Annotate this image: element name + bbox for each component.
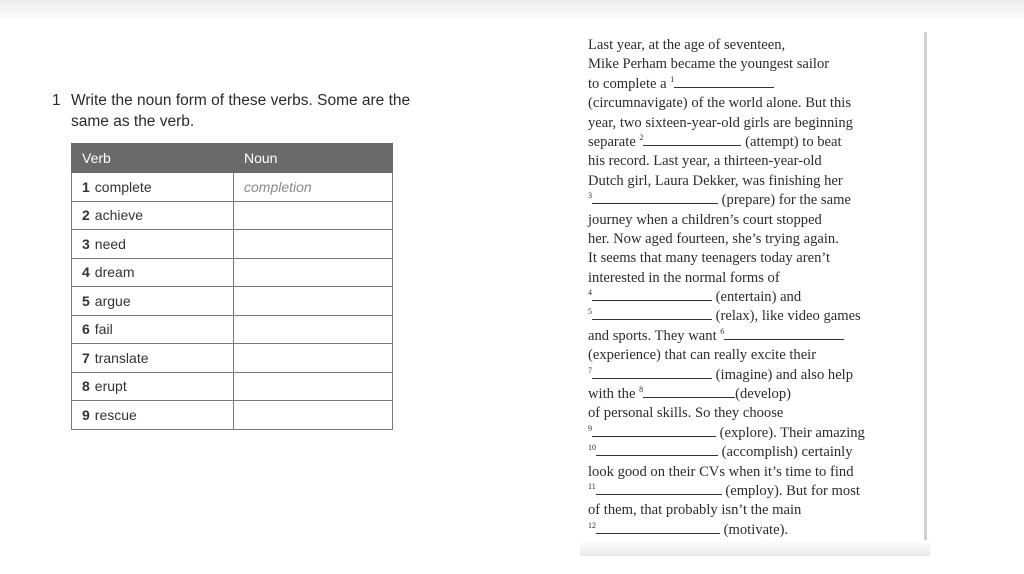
passage-line: her. Now aged fourteen, she’s trying again. (588, 230, 839, 247)
row-number: 5 (82, 292, 90, 309)
passage-line (588, 385, 928, 404)
gap-blank[interactable] (724, 327, 844, 340)
gap-number: 9 (588, 423, 592, 433)
table-row (72, 344, 393, 373)
gap-number: 11 (588, 481, 596, 491)
passage-line: look good on their CVs when it’s time to find (588, 463, 854, 480)
noun-cell[interactable] (234, 315, 393, 344)
table-row (72, 230, 393, 259)
verb-cell (72, 315, 234, 344)
page-edge-divider (924, 32, 927, 552)
passage-line: Mike Perham became the youngest sailor (588, 56, 830, 73)
verb-cell (72, 230, 234, 259)
passage-text: (explore). Their amazing (719, 424, 865, 441)
verb-text: dream (94, 264, 135, 281)
row-number: 7 (82, 349, 90, 366)
passage-text: (imagine) and also help (715, 366, 854, 383)
passage-line: of personal skills. So they choose (588, 405, 784, 422)
bottom-scan-shadow (580, 540, 930, 556)
verb-text: fail (94, 321, 113, 338)
passage-text: (relax), like video games (715, 308, 861, 325)
gap-blank[interactable] (596, 482, 722, 495)
verb-cell (72, 344, 234, 373)
exercise-instruction: Write the noun form of these verbs. Some are the same as the verb. (71, 92, 411, 130)
table-row (72, 173, 393, 202)
passage-line: year, two sixteen-year-old girls are beginning (588, 114, 853, 131)
noun-cell[interactable] (234, 287, 393, 316)
row-number: 6 (82, 321, 90, 338)
gap-number: 3 (588, 191, 592, 201)
passage-line (588, 443, 928, 462)
gap-blank[interactable] (596, 443, 718, 456)
passage-text: separate (588, 133, 636, 150)
gap-number: 7 (588, 365, 592, 375)
passage-line: (circumnavigate) of the world alone. But this (588, 95, 852, 112)
gap-blank[interactable] (592, 307, 712, 320)
passage-line: Dutch girl, Laura Dekker, was finishing her (588, 172, 843, 189)
noun-cell[interactable] (234, 344, 393, 373)
passage-line (588, 327, 928, 346)
gap-blank[interactable] (643, 133, 741, 146)
noun-cell[interactable] (234, 201, 393, 230)
passage-text: (entertain) and (715, 289, 802, 306)
gap-blank[interactable] (592, 424, 716, 437)
row-number: 2 (82, 207, 90, 224)
passage-line (588, 482, 928, 501)
verb-cell (72, 372, 234, 401)
row-number: 9 (82, 406, 90, 423)
table-row (72, 287, 393, 316)
verb-cell (72, 401, 234, 430)
row-number: 1 (82, 178, 90, 195)
gap-number: 4 (588, 288, 592, 298)
verb-text: need (94, 235, 126, 252)
table-row (72, 401, 393, 430)
passage-line: journey when a children’s court stopped (588, 211, 822, 228)
passage-text: (employ). But for most (725, 482, 860, 499)
verb-cell (72, 201, 234, 230)
gap-number: 10 (588, 443, 596, 453)
noun-cell[interactable] (234, 258, 393, 287)
verb-text: translate (94, 349, 149, 366)
gap-blank[interactable] (592, 288, 712, 301)
reading-passage (588, 36, 928, 540)
row-number: 8 (82, 378, 90, 395)
passage-line: interested in the normal forms of (588, 269, 780, 286)
passage-line: his record. Last year, a thirteen-year-old (588, 153, 822, 170)
passage-text: (motivate). (723, 521, 789, 538)
verb-noun-table (71, 143, 393, 430)
gap-blank[interactable] (592, 191, 718, 204)
verb-cell (72, 173, 234, 202)
top-edge-shadow (0, 0, 1024, 22)
passage-text: and sports. They want (588, 327, 717, 344)
passage-line (588, 521, 928, 540)
passage-text: (prepare) for the same (721, 192, 851, 209)
row-number: 4 (82, 264, 90, 281)
exercise-number: 1 (52, 92, 61, 109)
passage-line (588, 424, 928, 443)
gap-blank[interactable] (643, 385, 735, 398)
passage-line: It seems that many teenagers today aren’t (588, 250, 831, 267)
passage-text: (develop) (735, 386, 792, 403)
table-row (72, 372, 393, 401)
noun-cell[interactable] (234, 401, 393, 430)
gap-number: 1 (670, 74, 675, 84)
verb-text: rescue (94, 406, 137, 423)
passage-line (588, 133, 928, 152)
passage-line (588, 366, 928, 385)
passage-text: with the (588, 386, 636, 403)
gap-blank[interactable] (592, 366, 712, 379)
passage-line (588, 307, 928, 326)
verb-cell (72, 287, 234, 316)
table-row (72, 258, 393, 287)
verb-text: erupt (94, 378, 127, 395)
passage-line: of them, that probably isn’t the main (588, 502, 802, 519)
gap-number: 6 (720, 326, 725, 336)
passage-text: (accomplish) certainly (721, 444, 853, 461)
table-row (72, 315, 393, 344)
noun-cell[interactable] (234, 230, 393, 259)
table-row (72, 201, 393, 230)
exercise-heading (52, 90, 412, 132)
table-header-row (72, 144, 393, 173)
verb-text: achieve (94, 207, 144, 224)
gap-blank[interactable] (674, 75, 774, 88)
gap-number: 2 (639, 132, 644, 142)
verb-text: argue (94, 292, 131, 309)
passage-line: (experience) that can really excite their (588, 347, 817, 364)
noun-cell[interactable] (234, 372, 393, 401)
noun-answer: completion (244, 178, 312, 195)
passage-text: to complete a (588, 75, 667, 92)
gap-number: 5 (588, 307, 592, 317)
noun-column-header: Noun (234, 144, 393, 173)
passage-line: Last year, at the age of seventeen, (588, 37, 786, 53)
gap-number: 12 (588, 520, 596, 530)
noun-cell[interactable] (234, 173, 393, 202)
verb-cell (72, 258, 234, 287)
passage-line (588, 288, 928, 307)
passage-line (588, 191, 928, 210)
passage-text: (attempt) to beat (745, 133, 842, 150)
verb-column-header: Verb (72, 144, 234, 173)
gap-blank[interactable] (596, 521, 720, 534)
row-number: 3 (82, 235, 90, 252)
passage-line (588, 75, 928, 94)
verb-text: complete (94, 178, 152, 195)
gap-number: 8 (639, 385, 644, 395)
